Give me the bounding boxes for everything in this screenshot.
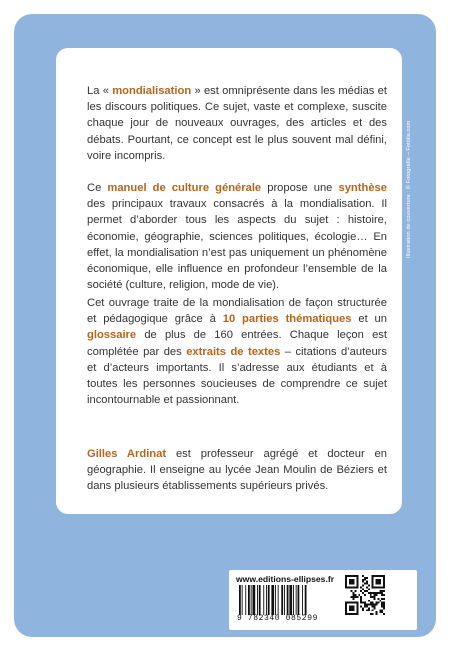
qr-code-icon[interactable]	[345, 575, 385, 615]
barcode-icon	[237, 585, 337, 615]
isbn-number: 9 782340 085299	[237, 614, 319, 623]
highlight-mondialisation: mondialisation	[112, 85, 192, 97]
publisher-url[interactable]: www.editions-ellipses.fr	[236, 574, 335, 584]
cover-credit: Illustration de couverture : © Fotografie – Fotolia.com	[406, 120, 412, 258]
paragraph-intro	[87, 83, 387, 164]
highlight-extraits: extraits de textes	[186, 345, 281, 358]
text-run: Ce	[87, 182, 108, 194]
author-bio: est professeur agrégé et docteur en géographie. Il enseigne au lycée Jean Moulin de Béziers et dans plusieurs établissements supérieurs privés.	[87, 448, 388, 493]
highlight-manuel: manuel de culture générale	[107, 182, 262, 194]
text-run: propose une	[261, 182, 339, 194]
text-run: – citations d’auteurs et d’acteurs importants. Il s’adresse aux étudiants et à toutes les personnes soucieuses de comprendre ce sujet incontournable et passionnant.	[87, 345, 387, 407]
author-name: Gilles Ardinat	[87, 448, 167, 460]
text-run: La «	[87, 85, 113, 97]
highlight-synthese: synthèse	[338, 182, 387, 194]
highlight-parties: 10 parties thématiques	[222, 313, 352, 326]
paragraph-manuel	[87, 180, 387, 293]
highlight-glossaire: glossaire	[87, 329, 137, 342]
text-run: et un	[351, 313, 387, 326]
paragraph-author	[87, 446, 387, 495]
text-run: Cet ouvrage traite de la mondialisation de façon structurée et pédagogique grâce à	[87, 297, 387, 326]
text-run: des principaux travaux consacrés à la mondialisation. Il permet d’aborder tous les aspects du sujet : histoire, économie, géographie, sciences politiques, écologie… En effet, la mondialisation n’est pas uniquement un phénomène économique, elle influence en profondeur l’ensemble de la société (culture, religion, mode de vie).	[87, 198, 387, 292]
text-run: de plus de 160 entrées. Chaque leçon est complétée par des	[87, 329, 387, 358]
text-run: » est omniprésente dans les médias et les discours politiques. Ce sujet, vaste et complexe, suscite chaque jour de nouveaux ouvrages, des articles et des débats. Pourtant, ce concept est le plus souvent mal défini, voire incompris.	[87, 85, 387, 162]
paragraph-ouvrage	[87, 295, 387, 408]
